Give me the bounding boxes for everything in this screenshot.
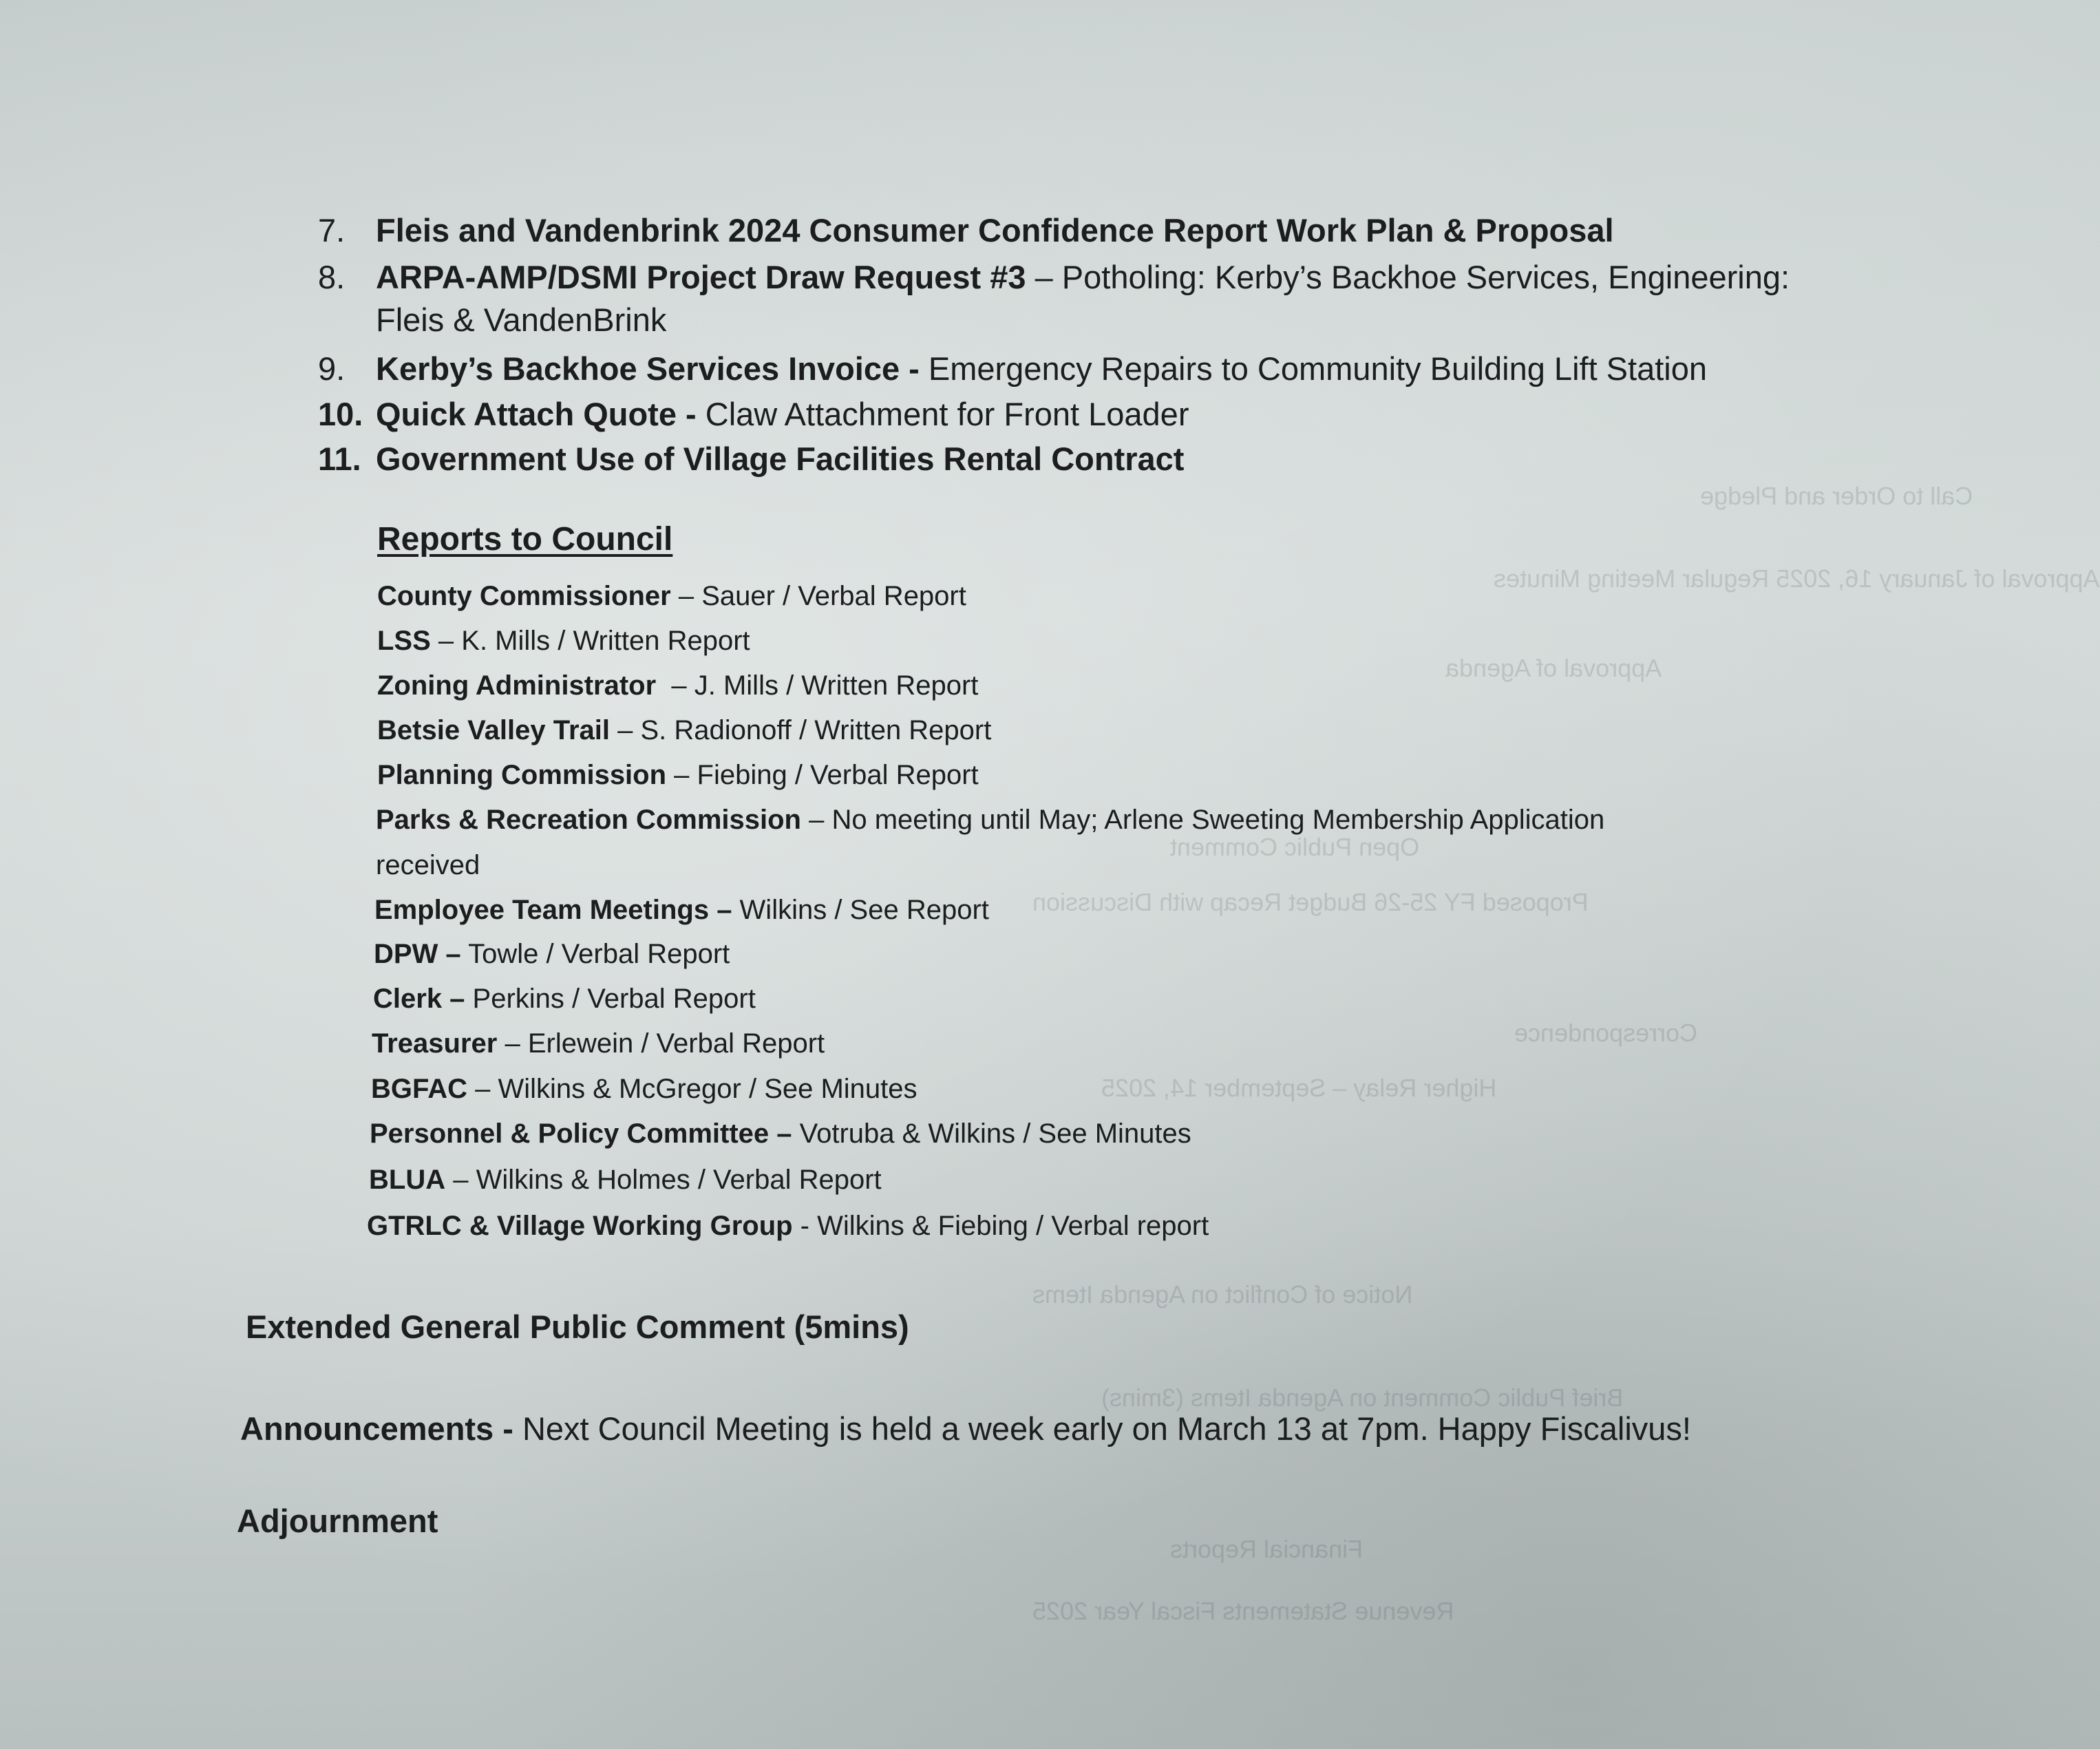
- report-item: [374, 936, 730, 972]
- report-detail: Wilkins / See Report: [732, 895, 989, 925]
- announcements: [240, 1408, 1691, 1450]
- report-detail: – Fiebing / Verbal Report: [666, 760, 979, 790]
- report-detail: Towle / Verbal Report: [460, 939, 730, 969]
- report-item: [377, 623, 750, 659]
- report-item: [377, 757, 979, 793]
- agenda-item-detail: Claw Attachment for Front Loader: [696, 396, 1189, 432]
- report-item: [376, 797, 1670, 888]
- report-name: BGFAC: [371, 1074, 467, 1104]
- agenda-item-title: Kerby’s Backhoe Services Invoice -: [376, 350, 920, 387]
- report-name: Betsie Valley Trail: [377, 715, 610, 745]
- report-detail: Perkins / Verbal Report: [465, 984, 756, 1014]
- report-name: Zoning Administrator: [377, 670, 657, 701]
- agenda-item-number: 10.: [318, 396, 363, 432]
- agenda-item-title: Quick Attach Quote -: [376, 396, 697, 432]
- agenda-item-number: 8.: [318, 259, 346, 295]
- agenda-item-number: 9.: [318, 350, 346, 387]
- report-detail: – Sauer / Verbal Report: [670, 581, 966, 611]
- report-item: [372, 1026, 825, 1061]
- agenda-item-title: Government Use of Village Facilities Rental Contract: [376, 441, 1185, 477]
- agenda-item-detail: – Potholing: Kerby’s Backhoe Services, Engineering: Fleis & VandenBrink: [376, 259, 1790, 338]
- report-item: [377, 712, 991, 748]
- report-name: LSS: [377, 626, 431, 656]
- report-item: [374, 892, 989, 928]
- adjournment-text: Adjournment: [237, 1503, 438, 1539]
- report-detail: – Wilkins & McGregor / See Minutes: [467, 1074, 918, 1104]
- agenda-item-title: Fleis and Vandenbrink 2024 Consumer Confidence Report Work Plan & Proposal: [376, 212, 1614, 248]
- report-item: [367, 1208, 1209, 1244]
- report-name: Clerk –: [373, 984, 465, 1014]
- report-detail: – No meeting until May; Arlene Sweeting Membership Application received: [376, 805, 1605, 880]
- report-detail: – J. Mills / Written Report: [656, 670, 979, 701]
- report-name: BLUA: [369, 1165, 446, 1195]
- report-name: Treasurer: [372, 1028, 498, 1059]
- bleed-through-background: Call to Order and Pledge Approval of January 16, 2025 Regular Meeting Minutes Approval of Agenda Open Public Comment Proposed FY 25-26 Budget Recap with Discussion Correspondence Higher Relay – September 14, 2025 Notice of Conflict on Agenda Items Brief Public Comment on Agenda Items (3mins) Financial Reports Revenue Statements Fiscal Year 2025: [1032, 482, 2100, 1625]
- report-item: [371, 1071, 918, 1107]
- report-name: DPW –: [374, 939, 461, 969]
- report-detail: – Wilkins & Holmes / Verbal Report: [445, 1165, 882, 1195]
- public-comment-heading: [246, 1306, 909, 1348]
- report-detail: Votruba & Wilkins / See Minutes: [792, 1119, 1191, 1149]
- agenda-item-detail: Emergency Repairs to Community Building Lift Station: [919, 350, 1708, 387]
- report-name: Parks & Recreation Commission: [376, 805, 801, 835]
- announcements-text: Next Council Meeting is held a week early on March 13 at 7pm. Happy Fiscalivus!: [513, 1410, 1691, 1447]
- report-detail: – S. Radionoff / Written Report: [610, 715, 992, 745]
- report-detail: - Wilkins & Fiebing / Verbal report: [792, 1211, 1209, 1241]
- announcements-label: Announcements -: [240, 1410, 513, 1447]
- reports-section-title: Reports to Council: [377, 521, 673, 558]
- report-detail: – Erlewein / Verbal Report: [497, 1028, 825, 1059]
- report-item: [369, 1162, 882, 1198]
- report-name: Personnel & Policy Committee –: [370, 1119, 792, 1149]
- report-name: Planning Commission: [377, 760, 667, 790]
- agenda-item-number: 11.: [318, 441, 361, 477]
- report-name: County Commissioner: [377, 581, 671, 611]
- report-name: Employee Team Meetings –: [374, 895, 732, 925]
- report-item: [377, 578, 966, 614]
- report-detail: – K. Mills / Written Report: [430, 626, 750, 656]
- report-item: [370, 1116, 1191, 1152]
- adjournment-heading: [237, 1501, 438, 1542]
- public-comment-text: Extended General Public Comment (5mins): [246, 1308, 909, 1345]
- report-item: [377, 668, 978, 703]
- report-name: GTRLC & Village Working Group: [367, 1211, 793, 1241]
- agenda-item-title: ARPA-AMP/DSMI Project Draw Request #3: [376, 259, 1026, 295]
- report-item: [373, 981, 756, 1017]
- agenda-item-number: 7.: [318, 212, 346, 248]
